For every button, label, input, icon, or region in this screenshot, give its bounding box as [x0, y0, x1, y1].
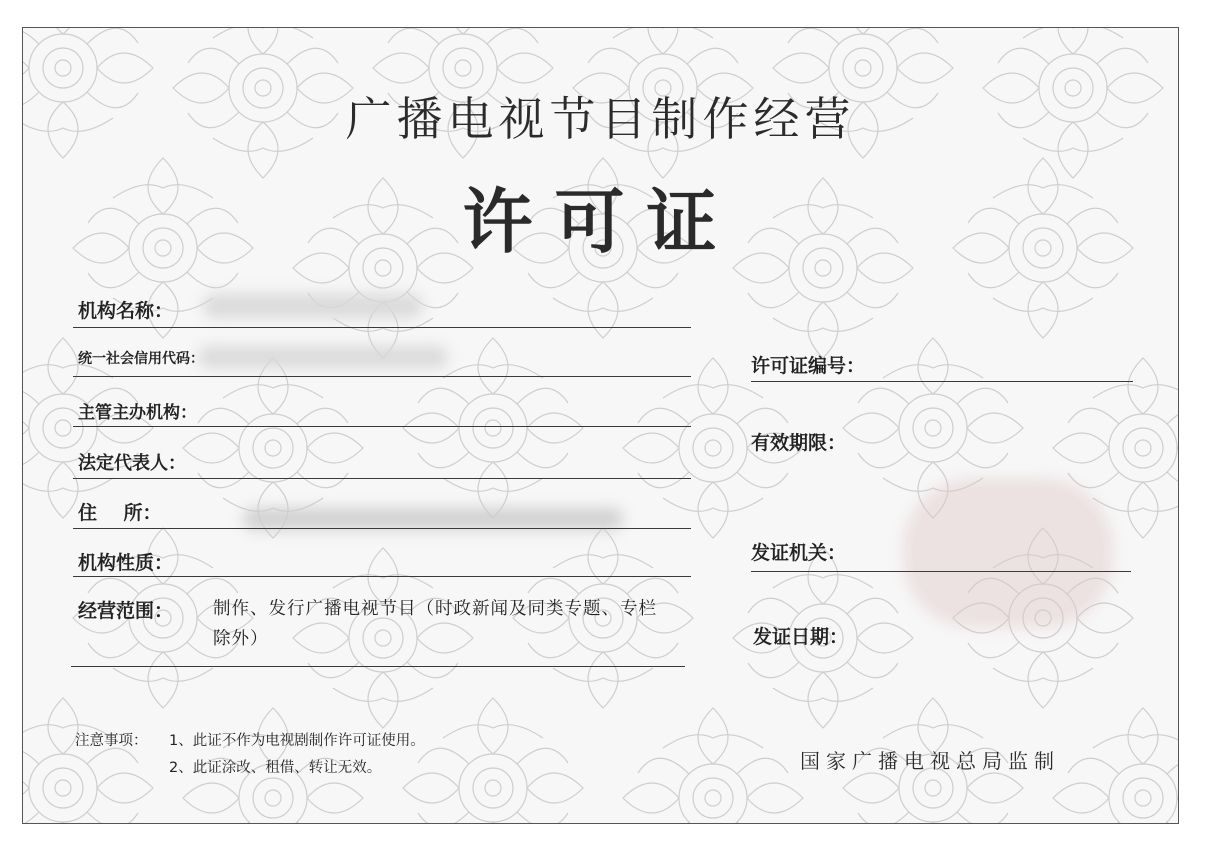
org-name-line [73, 327, 691, 328]
supervision-text: 国家广播电视总局监制 [800, 749, 1060, 773]
issuer-label: 发证机关： [751, 542, 847, 564]
address-label: 住 所： [78, 502, 162, 524]
org-name-label: 机构名称： [78, 300, 174, 322]
scope-line [71, 666, 685, 667]
credit-code-label: 统一社会信用代码： [78, 351, 204, 367]
notes-item-1: 1、此证不作为电视剧制作许可证使用。 [169, 733, 425, 749]
validity-label: 有效期限： [751, 432, 847, 454]
notes-item-2: 2、此证涂改、租借、转让无效。 [169, 760, 382, 776]
notes-label: 注意事项： [75, 733, 148, 749]
redacted-credit-code [198, 346, 448, 368]
redacted-address [243, 508, 623, 530]
nature-line [73, 576, 691, 577]
license-number-label: 许可证编号： [751, 355, 866, 377]
nature-label: 机构性质： [78, 552, 174, 574]
legal-rep-line [73, 478, 691, 479]
certificate-title: 广播电视节目制作经营 [345, 92, 856, 146]
certificate-sheet [22, 27, 1179, 824]
license-number-line [751, 381, 1133, 382]
issue-date-label: 发证日期： [753, 626, 849, 648]
scope-label: 经营范围： [78, 600, 174, 622]
redacted-org-name [203, 294, 423, 318]
supervisor-line [73, 426, 691, 427]
address-line [73, 528, 691, 529]
credit-code-line [73, 376, 691, 377]
redacted-seal [903, 478, 1113, 628]
certificate-subtitle: 许可证 [462, 181, 739, 263]
supervisor-label: 主管主办机构： [78, 403, 197, 423]
issuer-line [751, 571, 1131, 572]
legal-rep-label: 法定代表人： [78, 453, 186, 474]
scope-text: 制作、发行广播电视节目（时政新闻及同类专题、专栏除外） [213, 599, 657, 649]
